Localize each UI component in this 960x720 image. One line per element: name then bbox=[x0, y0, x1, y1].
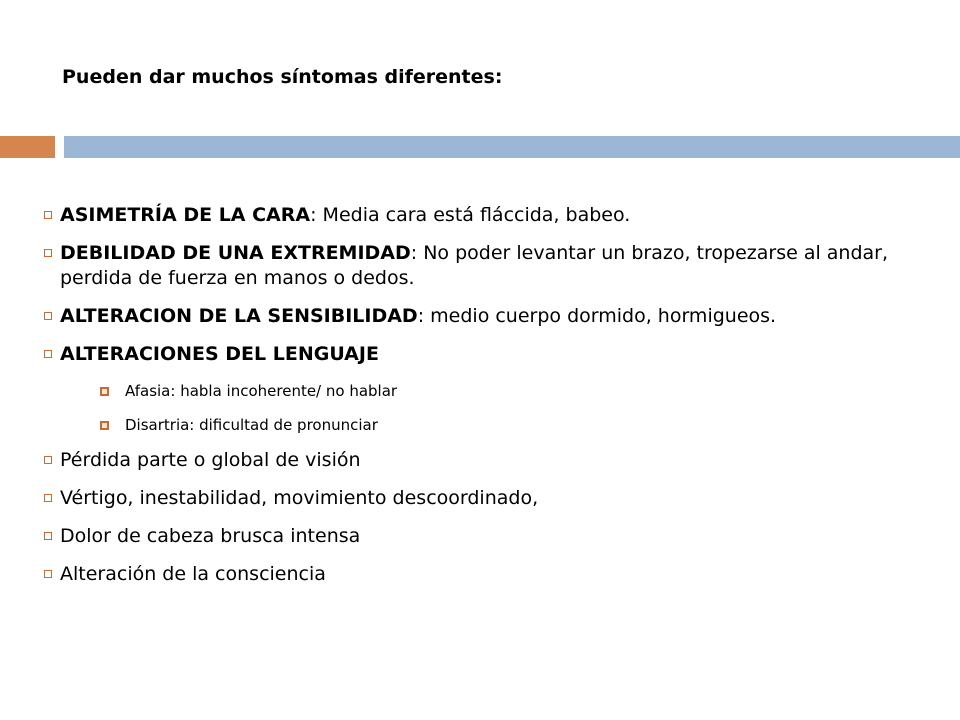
item-heading: ALTERACION DE LA SENSIBILIDAD bbox=[60, 305, 418, 327]
square-bullet-icon bbox=[44, 570, 52, 578]
square-bullet-icon bbox=[44, 456, 52, 464]
item-heading: ALTERACIONES DEL LENGUAJE bbox=[60, 343, 379, 365]
item-text: Dolor de cabeza brusca intensa bbox=[60, 525, 361, 547]
list-item bbox=[60, 304, 920, 329]
list-item bbox=[60, 562, 920, 587]
square-bullet-icon bbox=[44, 312, 52, 320]
slide-title: Pueden dar muchos síntomas diferentes: bbox=[62, 66, 503, 88]
sub-item-text: Afasia: habla incoherente/ no hablar bbox=[125, 382, 398, 400]
accent-bar bbox=[64, 136, 960, 158]
accent-bar-left bbox=[0, 136, 55, 158]
square-bullet-icon bbox=[44, 494, 52, 502]
item-heading: ASIMETRÍA DE LA CARA bbox=[60, 204, 311, 226]
list-item bbox=[60, 203, 920, 228]
symptom-list bbox=[60, 203, 920, 600]
list-item bbox=[60, 342, 920, 367]
item-text: : No poder levantar un brazo, tropezarse al andar, perdida de fuerza en manos o dedos. bbox=[60, 242, 889, 289]
item-text: Pérdida parte o global de visión bbox=[60, 449, 361, 471]
item-text: : Media cara está fláccida, babeo. bbox=[310, 204, 631, 226]
list-item bbox=[60, 448, 920, 473]
list-item bbox=[60, 241, 920, 291]
item-heading: DEBILIDAD DE UNA EXTREMIDAD bbox=[60, 242, 411, 264]
list-item bbox=[60, 524, 920, 549]
square-bullet-icon bbox=[44, 249, 52, 257]
square-bullet-icon bbox=[44, 532, 52, 540]
square-bullet-icon bbox=[44, 211, 52, 219]
square-bullet-icon bbox=[100, 421, 109, 430]
item-text: Vértigo, inestabilidad, movimiento descoordinado, bbox=[60, 487, 539, 509]
item-text: : medio cuerpo dormido, hormigueos. bbox=[417, 305, 777, 327]
square-bullet-icon bbox=[100, 387, 109, 396]
item-text: Alteración de la consciencia bbox=[60, 563, 326, 585]
sub-list-item bbox=[60, 380, 920, 402]
square-bullet-icon bbox=[44, 350, 52, 358]
sub-item-text: Disartria: dificultad de pronunciar bbox=[125, 416, 378, 434]
list-item bbox=[60, 486, 920, 511]
sub-list-item bbox=[60, 414, 920, 436]
